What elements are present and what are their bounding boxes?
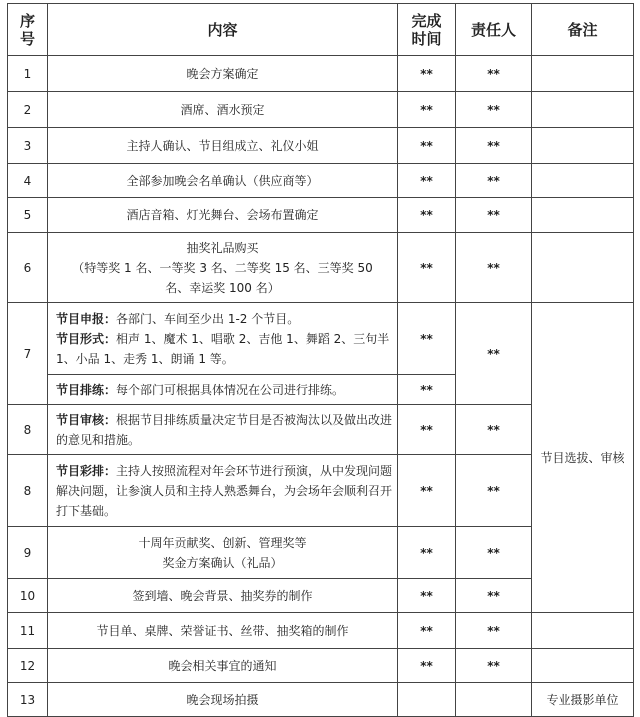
header-owner: 责任人	[456, 4, 532, 56]
table-row	[8, 92, 634, 128]
row-number: 1	[8, 56, 48, 92]
program-dress-rehearsal-label: 节目彩排：	[56, 463, 117, 478]
row-time: **	[398, 405, 456, 455]
row-time: **	[398, 579, 456, 613]
row-number: 4	[8, 164, 48, 198]
row-content: 节目单、桌牌、荣誉证书、丝带、抽奖箱的制作	[48, 613, 398, 649]
row-content: 晚会相关事宜的通知	[48, 649, 398, 683]
header-note: 备注	[532, 4, 634, 56]
row-note	[532, 233, 634, 303]
row-time: **	[398, 649, 456, 683]
row-number: 5	[8, 198, 48, 233]
row-content: 节目彩排：主持人按照流程对年会环节进行预演，从中发现问题解决问题，让参演人员和主持人熟悉舞台，为会场年会顺利召开打下基础。	[48, 455, 398, 527]
row-time	[398, 683, 456, 717]
row-number: 12	[8, 649, 48, 683]
program-rehearse-label: 节目排练：	[56, 382, 117, 397]
program-form-label: 节目形式：	[56, 331, 117, 346]
row-number: 7	[8, 303, 48, 405]
table-row	[8, 164, 634, 198]
row-content: 晚会现场拍摄	[48, 683, 398, 717]
row-number: 11	[8, 613, 48, 649]
row-owner: **	[456, 198, 532, 233]
row-note: 节目选拔、审核	[532, 303, 634, 613]
row-note	[532, 649, 634, 683]
row-owner: **	[456, 579, 532, 613]
row-content: 主持人确认、节目组成立、礼仪小姐	[48, 128, 398, 164]
row-owner: **	[456, 128, 532, 164]
row-content: 签到墙、晚会背景、抽奖券的制作	[48, 579, 398, 613]
row-note	[532, 198, 634, 233]
row-number: 8	[8, 455, 48, 527]
row-note	[532, 613, 634, 649]
row-owner: **	[456, 164, 532, 198]
header-row	[8, 4, 634, 56]
row-content: 抽奖礼品购买 （特等奖 1 名、一等奖 3 名、二等奖 15 名、三等奖 50 名、幸运奖 100 名）	[48, 233, 398, 303]
row-number: 3	[8, 128, 48, 164]
row-note	[532, 92, 634, 128]
row-owner: **	[456, 233, 532, 303]
row-time: **	[398, 527, 456, 579]
row-time: **	[398, 56, 456, 92]
row-time: **	[398, 303, 456, 375]
program-review-label: 节目审核：	[56, 412, 117, 427]
row-owner: **	[456, 56, 532, 92]
row-note	[532, 164, 634, 198]
row-content: 节目审核：根据节目排练质量决定节目是否被淘汰以及做出改进的意见和措施。	[48, 405, 398, 455]
table-row	[8, 233, 634, 303]
table-row	[8, 128, 634, 164]
row-note	[532, 128, 634, 164]
row-owner: **	[456, 303, 532, 405]
row-number: 10	[8, 579, 48, 613]
row-content: 节目申报：各部门、车间至少出 1-2 个节目。 节目形式：相声 1、魔术 1、唱歌 2、吉他 1、舞蹈 2、三句半 1、小品 1、走秀 1、朗诵 1 等。	[48, 303, 398, 375]
row-time: **	[398, 92, 456, 128]
row-owner: **	[456, 613, 532, 649]
table-row	[8, 56, 634, 92]
row-number: 2	[8, 92, 48, 128]
row-number: 8	[8, 405, 48, 455]
table-row	[8, 303, 634, 375]
header-time: 完成时间	[398, 4, 456, 56]
row-time: **	[398, 198, 456, 233]
row-number: 9	[8, 527, 48, 579]
header-seq: 序号	[8, 4, 48, 56]
table-row	[8, 683, 634, 717]
row-owner: **	[456, 92, 532, 128]
row-time: **	[398, 164, 456, 198]
row-time: **	[398, 375, 456, 405]
program-apply-label: 节目申报：	[56, 311, 117, 326]
row-content: 酒席、酒水预定	[48, 92, 398, 128]
header-content: 内容	[48, 4, 398, 56]
row-content: 全部参加晚会名单确认（供应商等）	[48, 164, 398, 198]
row-owner	[456, 683, 532, 717]
row-number: 6	[8, 233, 48, 303]
row-time: **	[398, 233, 456, 303]
row-number: 13	[8, 683, 48, 717]
row-owner: **	[456, 405, 532, 455]
row-owner: **	[456, 527, 532, 579]
row-owner: **	[456, 649, 532, 683]
row-content: 酒店音箱、灯光舞台、会场布置确定	[48, 198, 398, 233]
row-time: **	[398, 455, 456, 527]
row-note	[532, 56, 634, 92]
row-content: 十周年贡献奖、创新、管理奖等 奖金方案确认（礼品）	[48, 527, 398, 579]
schedule-table	[7, 3, 634, 717]
row-note: 专业摄影单位	[532, 683, 634, 717]
table-row	[8, 649, 634, 683]
table-row	[8, 198, 634, 233]
row-time: **	[398, 613, 456, 649]
row-content: 晚会方案确定	[48, 56, 398, 92]
row-time: **	[398, 128, 456, 164]
row-content: 节目排练：每个部门可根据具体情况在公司进行排练。	[48, 375, 398, 405]
table-row	[8, 613, 634, 649]
row-owner: **	[456, 455, 532, 527]
